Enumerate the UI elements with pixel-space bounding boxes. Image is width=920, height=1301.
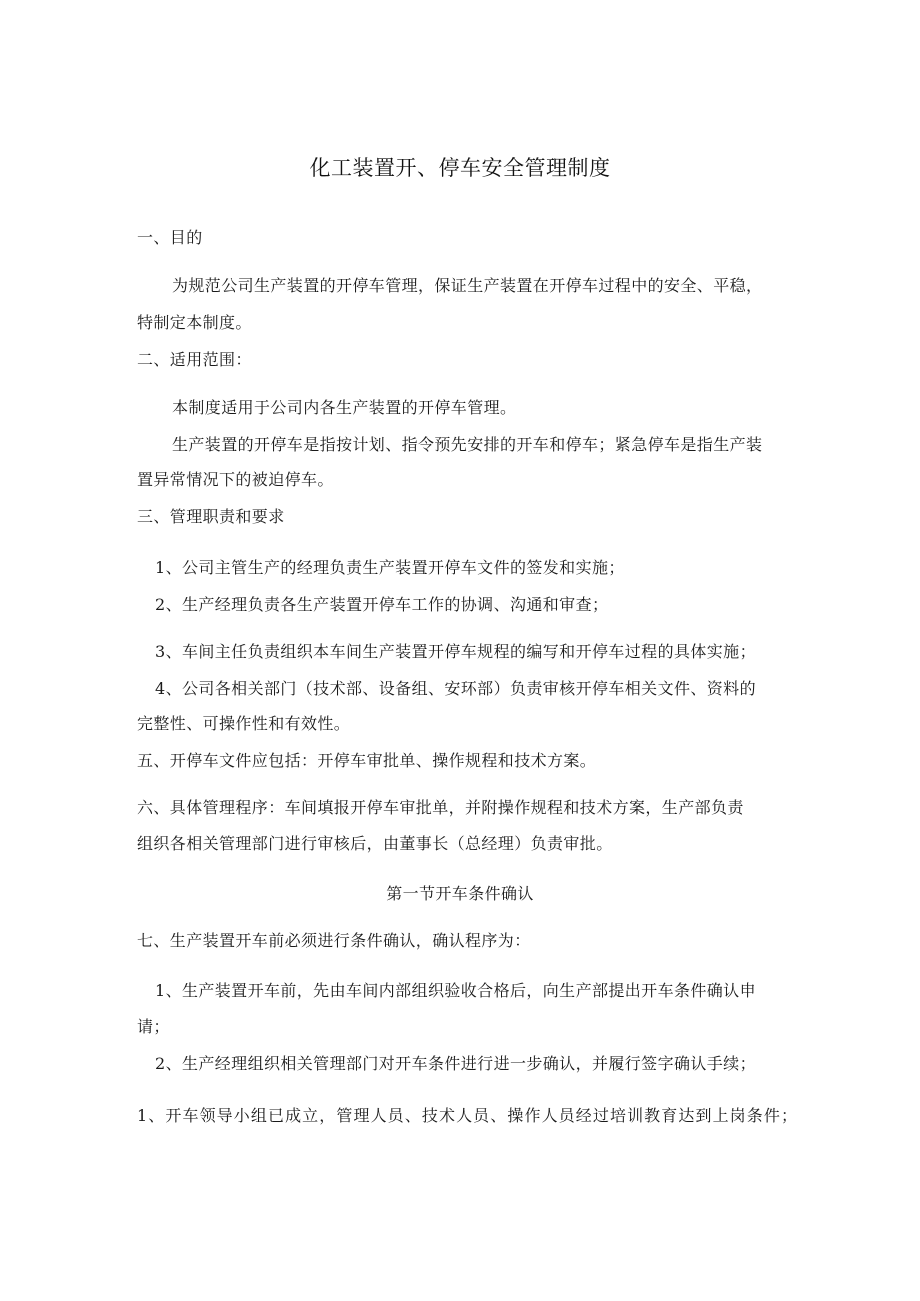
paragraph-line: 请； [137, 1017, 170, 1036]
list-item: 2、生产经理组织相关管理部门对开车条件进行进一步确认，并履行签字确认手续； [155, 1054, 756, 1073]
section-heading-startup: 七、生产装置开车前必须进行条件确认，确认程序为： [137, 931, 531, 950]
section-heading-documents: 五、开停车文件应包括：开停车审批单、操作规程和技术方案。 [137, 751, 597, 770]
paragraph-line: 组织各相关管理部门进行审核后，由董事长（总经理）负责审批。 [137, 834, 613, 853]
section-heading-scope: 二、适用范围： [137, 350, 252, 369]
list-item: 3、车间主任负责组织本车间生产装置开停车规程的编写和开停车过程的具体实施； [155, 642, 756, 661]
paragraph-line: 生产装置的开停车是指按计划、指令预先安排的开车和停车；紧急停车是指生产装 [172, 435, 763, 454]
section-heading-purpose: 一、目的 [137, 228, 203, 247]
paragraph-line: 完整性、可操作性和有效性。 [137, 714, 351, 733]
paragraph-line: 特制定本制度。 [137, 313, 252, 332]
list-item: 2、生产经理负责各生产装置开停车工作的协调、沟通和审查； [155, 595, 609, 614]
paragraph-line: 本制度适用于公司内各生产装置的开停车管理。 [172, 398, 517, 417]
section-heading-responsibilities: 三、管理职责和要求 [137, 507, 285, 526]
list-item: 1、开车领导小组已成立，管理人员、技术人员、操作人员经过培训教育达到上岗条件； [137, 1106, 799, 1125]
section-heading-procedure: 六、具体管理程序：车间填报开停车审批单，并附操作规程和技术方案，生产部负责 [137, 798, 744, 817]
page-title: 化工装置开、停车安全管理制度 [309, 156, 611, 180]
list-item: 4、公司各相关部门（技术部、设备组、安环部）负责审核开停车相关文件、资料的 [155, 679, 756, 698]
paragraph-line: 为规范公司生产装置的开停车管理，保证生产装置在开停车过程中的安全、平稳， [172, 276, 763, 295]
list-item: 1、公司主管生产的经理负责生产装置开停车文件的签发和实施； [155, 558, 625, 577]
subsection-heading: 第一节开车条件确认 [386, 884, 534, 903]
paragraph-line: 置异常情况下的被迫停车。 [137, 470, 334, 489]
list-item: 1、生产装置开车前，先由车间内部组织验收合格后，向生产部提出开车条件确认申 [155, 981, 756, 1000]
